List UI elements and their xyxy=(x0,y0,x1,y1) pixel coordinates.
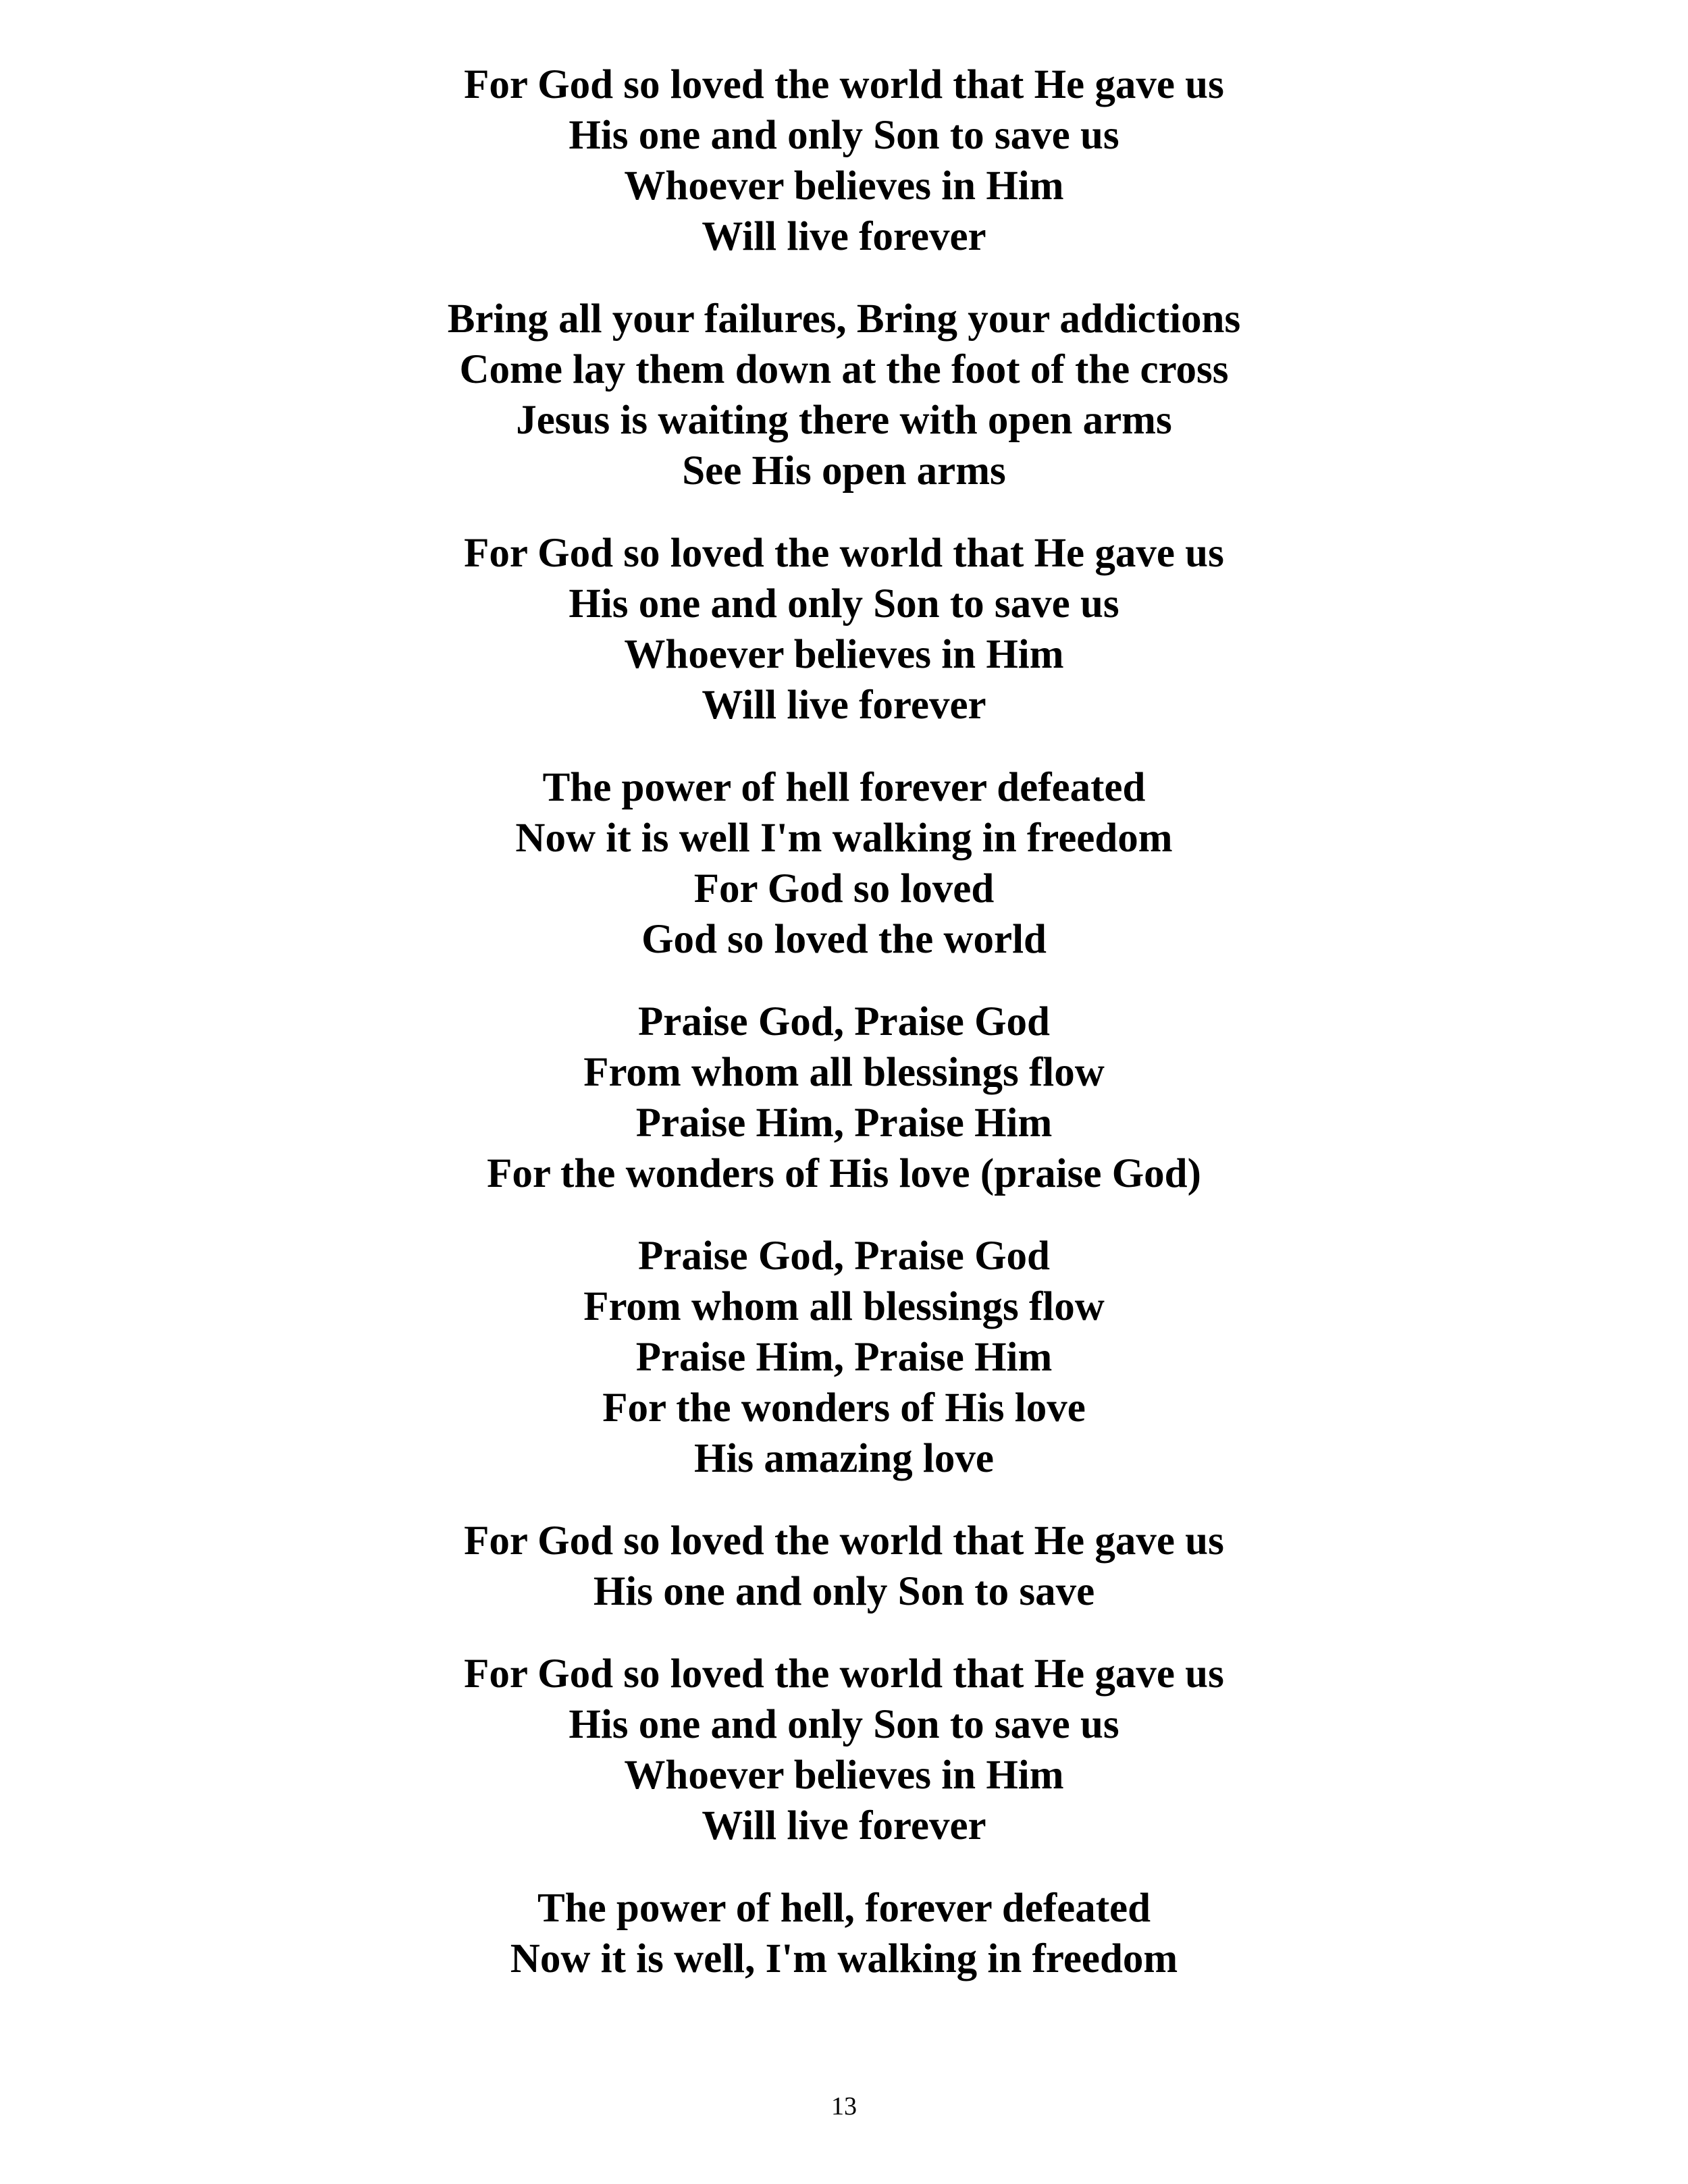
lyric-line: His one and only Son to save us xyxy=(569,581,1119,627)
lyric-line: From whom all blessings flow xyxy=(583,1284,1105,1329)
lyric-line: Now it is well I'm walking in freedom xyxy=(515,816,1173,861)
lyric-line: For the wonders of His love (praise God) xyxy=(487,1151,1201,1196)
lyric-line: The power of hell, forever defeated xyxy=(537,1886,1151,1931)
lyric-line: The power of hell forever defeated xyxy=(542,765,1146,810)
stanza xyxy=(0,1231,1688,1484)
lyric-line: For God so loved the world that He gave us xyxy=(464,1651,1224,1697)
page-number: 13 xyxy=(831,2092,857,2121)
lyric-line: His one and only Son to save xyxy=(593,1569,1095,1614)
lyric-line: See His open arms xyxy=(682,448,1006,494)
lyric-line: Now it is well, I'm walking in freedom xyxy=(510,1936,1178,1981)
lyric-line: Jesus is waiting there with open arms xyxy=(516,398,1172,443)
stanza xyxy=(0,1883,1688,1984)
lyric-line: Praise God, Praise God xyxy=(638,1233,1050,1279)
lyric-line: His amazing love xyxy=(694,1436,994,1481)
lyric-line: Come lay them down at the foot of the cross xyxy=(459,347,1229,392)
lyric-line: Whoever believes in Him xyxy=(624,632,1064,677)
lyrics-body xyxy=(0,59,1688,2016)
lyric-line: Bring all your failures, Bring your addictions xyxy=(447,296,1241,342)
stanza xyxy=(0,59,1688,262)
stanza xyxy=(0,528,1688,730)
lyric-line: Will live forever xyxy=(702,214,986,259)
lyric-line: For God so loved xyxy=(693,866,995,911)
stanza xyxy=(0,762,1688,965)
lyric-line: Praise Him, Praise Him xyxy=(635,1100,1053,1146)
lyric-line: Whoever believes in Him xyxy=(624,163,1064,209)
lyric-line: Praise God, Praise God xyxy=(638,999,1050,1044)
stanza xyxy=(0,1516,1688,1617)
lyric-line: Will live forever xyxy=(702,1803,986,1848)
lyric-line: God so loved the world xyxy=(641,917,1047,962)
lyric-line: Praise Him, Praise Him xyxy=(635,1335,1053,1380)
stanza xyxy=(0,996,1688,1199)
lyric-line: From whom all blessings flow xyxy=(583,1050,1105,1095)
lyric-line: Whoever believes in Him xyxy=(624,1753,1064,1798)
stanza xyxy=(0,294,1688,496)
lyric-line: Will live forever xyxy=(702,683,986,728)
lyric-line: His one and only Son to save us xyxy=(569,113,1119,158)
lyric-line: For God so loved the world that He gave us xyxy=(464,62,1224,107)
lyric-line: For God so loved the world that He gave us xyxy=(464,531,1224,576)
stanza xyxy=(0,1649,1688,1851)
lyric-line: For God so loved the world that He gave us xyxy=(464,1518,1224,1564)
lyric-line: His one and only Son to save us xyxy=(569,1702,1119,1747)
lyric-line: For the wonders of His love xyxy=(602,1385,1086,1431)
